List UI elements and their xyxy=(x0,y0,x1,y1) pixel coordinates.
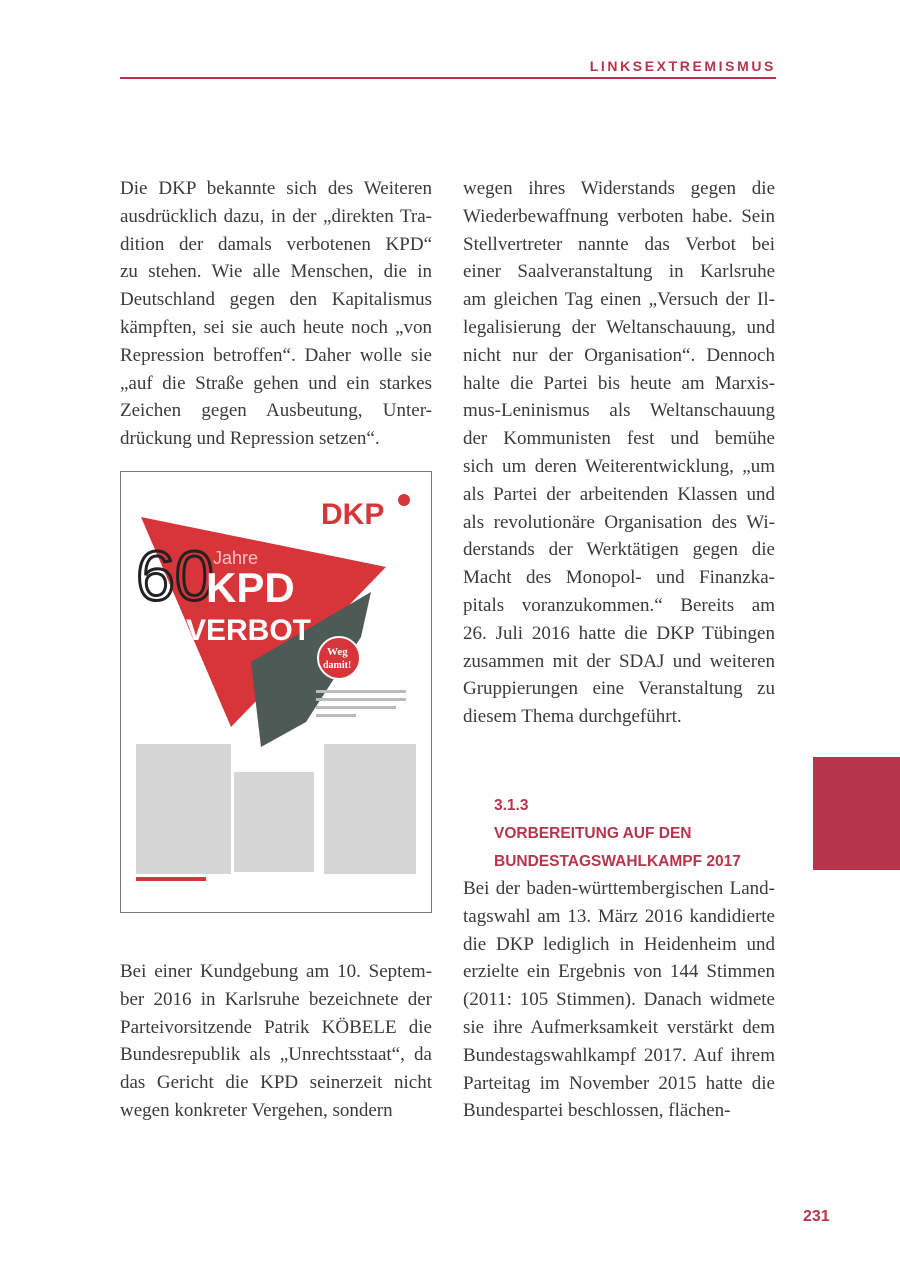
text-line: nicht nur der Organisation“. Dennoch xyxy=(463,344,775,366)
text-line: der Kommunisten fest und bemühe xyxy=(463,428,775,450)
text-line: Zeichen gegen Ausbeutung, Unter- xyxy=(120,400,432,422)
text-line: Bundesrepublik als „Unrechtsstaat“, da xyxy=(120,1044,432,1066)
left-paragraph-1 xyxy=(120,175,432,453)
text-line: sie ihre Aufmerksamkeit verstärkt dem xyxy=(463,1016,775,1038)
poster-badge xyxy=(318,637,360,679)
text-line: Bei einer Kundgebung am 10. Septem- xyxy=(120,961,432,982)
text-line: Deutschland gegen den Kapitalismus xyxy=(120,289,432,311)
text-line: tagswahl am 13. März 2016 kandidierte xyxy=(463,905,775,927)
text-line: einer Saalveranstaltung in Karlsruhe xyxy=(463,261,775,283)
text-line: zusammen mit der SDAJ und weiteren xyxy=(463,650,775,672)
section-number: 3.1.3 xyxy=(494,797,529,814)
poster-badge-line2: damit! xyxy=(323,660,352,671)
text-line: sich um deren Weiterentwicklung, „um xyxy=(463,455,775,477)
text-line: Parteitag im November 2015 hatte die xyxy=(463,1072,775,1094)
text-line: mus-Leninismus als Weltanschauung xyxy=(463,400,775,422)
text-line: kämpften, sei sie auch heute noch „von xyxy=(120,316,432,338)
text-line: Bundespartei beschlossen, flächen- xyxy=(463,1100,731,1122)
poster-title-verbot: VERBOT xyxy=(186,614,312,647)
section-title-line-1: VORBEREITUNG AUF DEN xyxy=(494,825,692,842)
running-header: LINKSEXTREMISMUS xyxy=(589,58,776,74)
text-line: „auf die Straße gehen und ein starkes xyxy=(120,372,432,394)
text-line: als Partei der arbeitenden Klassen und xyxy=(463,483,775,505)
text-line: legalisierung der Weltanschauung, und xyxy=(463,316,775,338)
text-line: Macht des Monopol- und Finanzka- xyxy=(463,567,775,589)
text-line: Wiederbewaffnung verboten habe. Sein xyxy=(463,205,775,227)
poster-number: 60 xyxy=(136,537,214,615)
page-number: 231 xyxy=(803,1208,830,1225)
poster-logo: DKP xyxy=(321,498,385,531)
text-line: ber 2016 in Karlsruhe bezeichnete der xyxy=(120,988,432,1010)
text-line: halte die Partei bis heute am Marxis- xyxy=(463,372,775,394)
text-line: Stellvertreter nannte das Verbot bei xyxy=(463,233,775,255)
text-line: diesem Thema durchgeführt. xyxy=(463,706,682,728)
text-line: als revolutionäre Organisation des Wi- xyxy=(463,511,775,533)
text-line: drückung und Repression setzen“. xyxy=(120,428,380,450)
text-line: die DKP lediglich in Heidenheim und xyxy=(463,933,775,955)
text-line: pitals voranzukommen.“ Bereits am xyxy=(463,594,775,616)
text-line: Repression betroffen“. Daher wolle sie xyxy=(120,344,432,366)
left-paragraph-2 xyxy=(120,958,432,1125)
dkp-poster-image xyxy=(120,471,432,913)
text-line: dition der damals verbotenen KPD“ xyxy=(120,233,432,255)
text-line: wegen konkreter Vergehen, sondern xyxy=(120,1099,393,1121)
right-paragraph-2 xyxy=(463,875,775,1125)
poster-badge-line1: Weg xyxy=(327,646,348,658)
poster-logo-star-icon xyxy=(398,494,410,506)
poster-title-kpd: KPD xyxy=(206,564,295,611)
chapter-tab-marker xyxy=(813,757,900,870)
text-line: am gleichen Tag einen „Versuch der Il- xyxy=(463,289,775,311)
text-line: 26. Juli 2016 hatte die DKP Tübingen xyxy=(463,622,775,644)
poster-jahre: Jahre xyxy=(213,548,259,568)
right-paragraph-1 xyxy=(463,175,775,731)
text-line: Gruppierungen eine Veranstaltung zu xyxy=(463,678,775,700)
text-line: Bei der baden-württembergischen Land- xyxy=(463,878,775,899)
text-line: (2011: 105 Stimmen). Danach widmete xyxy=(463,989,775,1011)
text-line: das Gericht die KPD seinerzeit nicht xyxy=(120,1072,432,1094)
text-line: wegen ihres Widerstands gegen die xyxy=(463,178,775,199)
text-line: erzielte ein Ergebnis von 144 Stimmen xyxy=(463,961,775,983)
text-line: Die DKP bekannte sich des Weiteren xyxy=(120,178,432,199)
text-line: ausdrücklich dazu, in der „direkten Tra- xyxy=(120,205,432,227)
text-line: Bundestagswahlkampf 2017. Auf ihrem xyxy=(463,1044,775,1066)
text-line: zu stehen. Wie alle Menschen, die in xyxy=(120,261,432,283)
section-title-line-2: BUNDESTAGSWAHLKAMPF 2017 xyxy=(494,853,741,870)
text-line: Parteivorsitzende Patrik KÖBELE die xyxy=(120,1016,432,1038)
text-line: derstands der Werktätigen gegen die xyxy=(463,539,775,561)
header-rule xyxy=(120,77,776,79)
